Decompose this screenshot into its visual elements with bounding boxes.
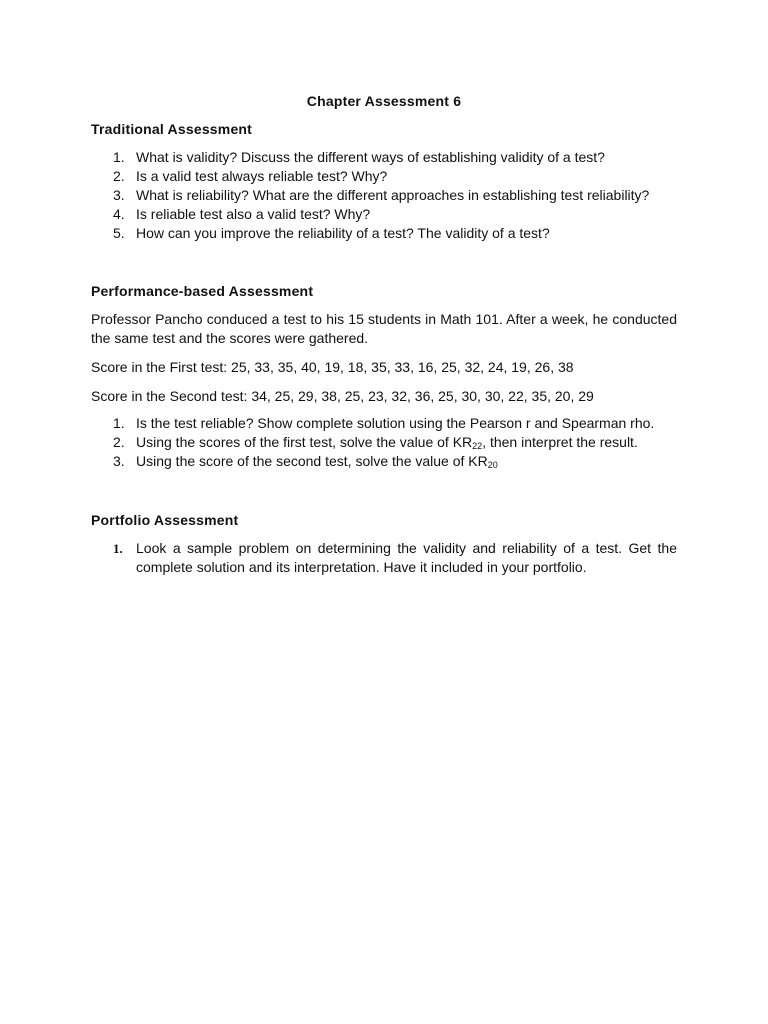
item-text: What is validity? Discuss the different ways of establishing validity of a test? — [136, 149, 605, 165]
item-number: 1. — [113, 415, 125, 431]
list-item — [91, 205, 677, 224]
item-text: What is reliability? What are the different approaches in establishing test reliability? — [136, 187, 650, 203]
item-number: 4. — [113, 206, 125, 222]
item-text: Is a valid test always reliable test? Why? — [136, 168, 388, 184]
kr-subscript: 20 — [487, 460, 498, 470]
item-number: 3. — [113, 187, 125, 203]
item-text: How can you improve the reliability of a test? The validity of a test? — [136, 225, 550, 241]
item-text: Is reliable test also a valid test? Why? — [136, 206, 371, 222]
item-number: 1. — [113, 149, 125, 165]
second-test-scores: Score in the Second test: 34, 25, 29, 38, 25, 23, 32, 36, 25, 30, 30, 22, 35, 20, 29 — [91, 388, 594, 404]
performance-heading: Performance-based Assessment — [91, 283, 314, 299]
list-item — [91, 539, 677, 577]
list-item — [91, 224, 677, 243]
document-page — [91, 92, 677, 577]
page-title: Chapter Assessment 6 — [306, 93, 462, 109]
item-number: 1. — [113, 541, 123, 556]
traditional-heading: Traditional Assessment — [91, 121, 253, 137]
list-item — [91, 167, 677, 186]
performance-intro: Professor Pancho conduced a test to his 15 students in Math 101. After a week, he conducted the same test and the scores were gathered. — [91, 311, 677, 346]
portfolio-list — [91, 539, 677, 577]
list-item — [91, 148, 677, 167]
item-text: Using the scores of the first test, solve the value of KR — [136, 434, 473, 450]
item-text-tail: , then interpret the result. — [482, 434, 638, 450]
item-number: 3. — [113, 453, 125, 469]
item-number: 2. — [113, 434, 125, 450]
item-number: 5. — [113, 225, 125, 241]
performance-list — [91, 414, 677, 471]
list-item — [91, 186, 677, 205]
item-number: 2. — [113, 168, 125, 184]
list-item — [91, 414, 677, 433]
item-text: Using the score of the second test, solve the value of KR — [136, 453, 488, 469]
item-text: Is the test reliable? Show complete solution using the Pearson r and Spearman rho. — [136, 415, 655, 431]
traditional-list — [91, 148, 677, 243]
portfolio-heading: Portfolio Assessment — [91, 512, 239, 528]
list-item — [91, 433, 677, 452]
list-item — [91, 452, 677, 471]
item-text: Look a sample problem on determining the validity and reliability of a test. Get the complete solution and its interpretation. Have it included in your portfolio. — [136, 540, 677, 575]
kr-subscript: 22 — [472, 441, 483, 451]
first-test-scores: Score in the First test: 25, 33, 35, 40, 19, 18, 35, 33, 16, 25, 32, 24, 19, 26, 38 — [91, 359, 574, 375]
